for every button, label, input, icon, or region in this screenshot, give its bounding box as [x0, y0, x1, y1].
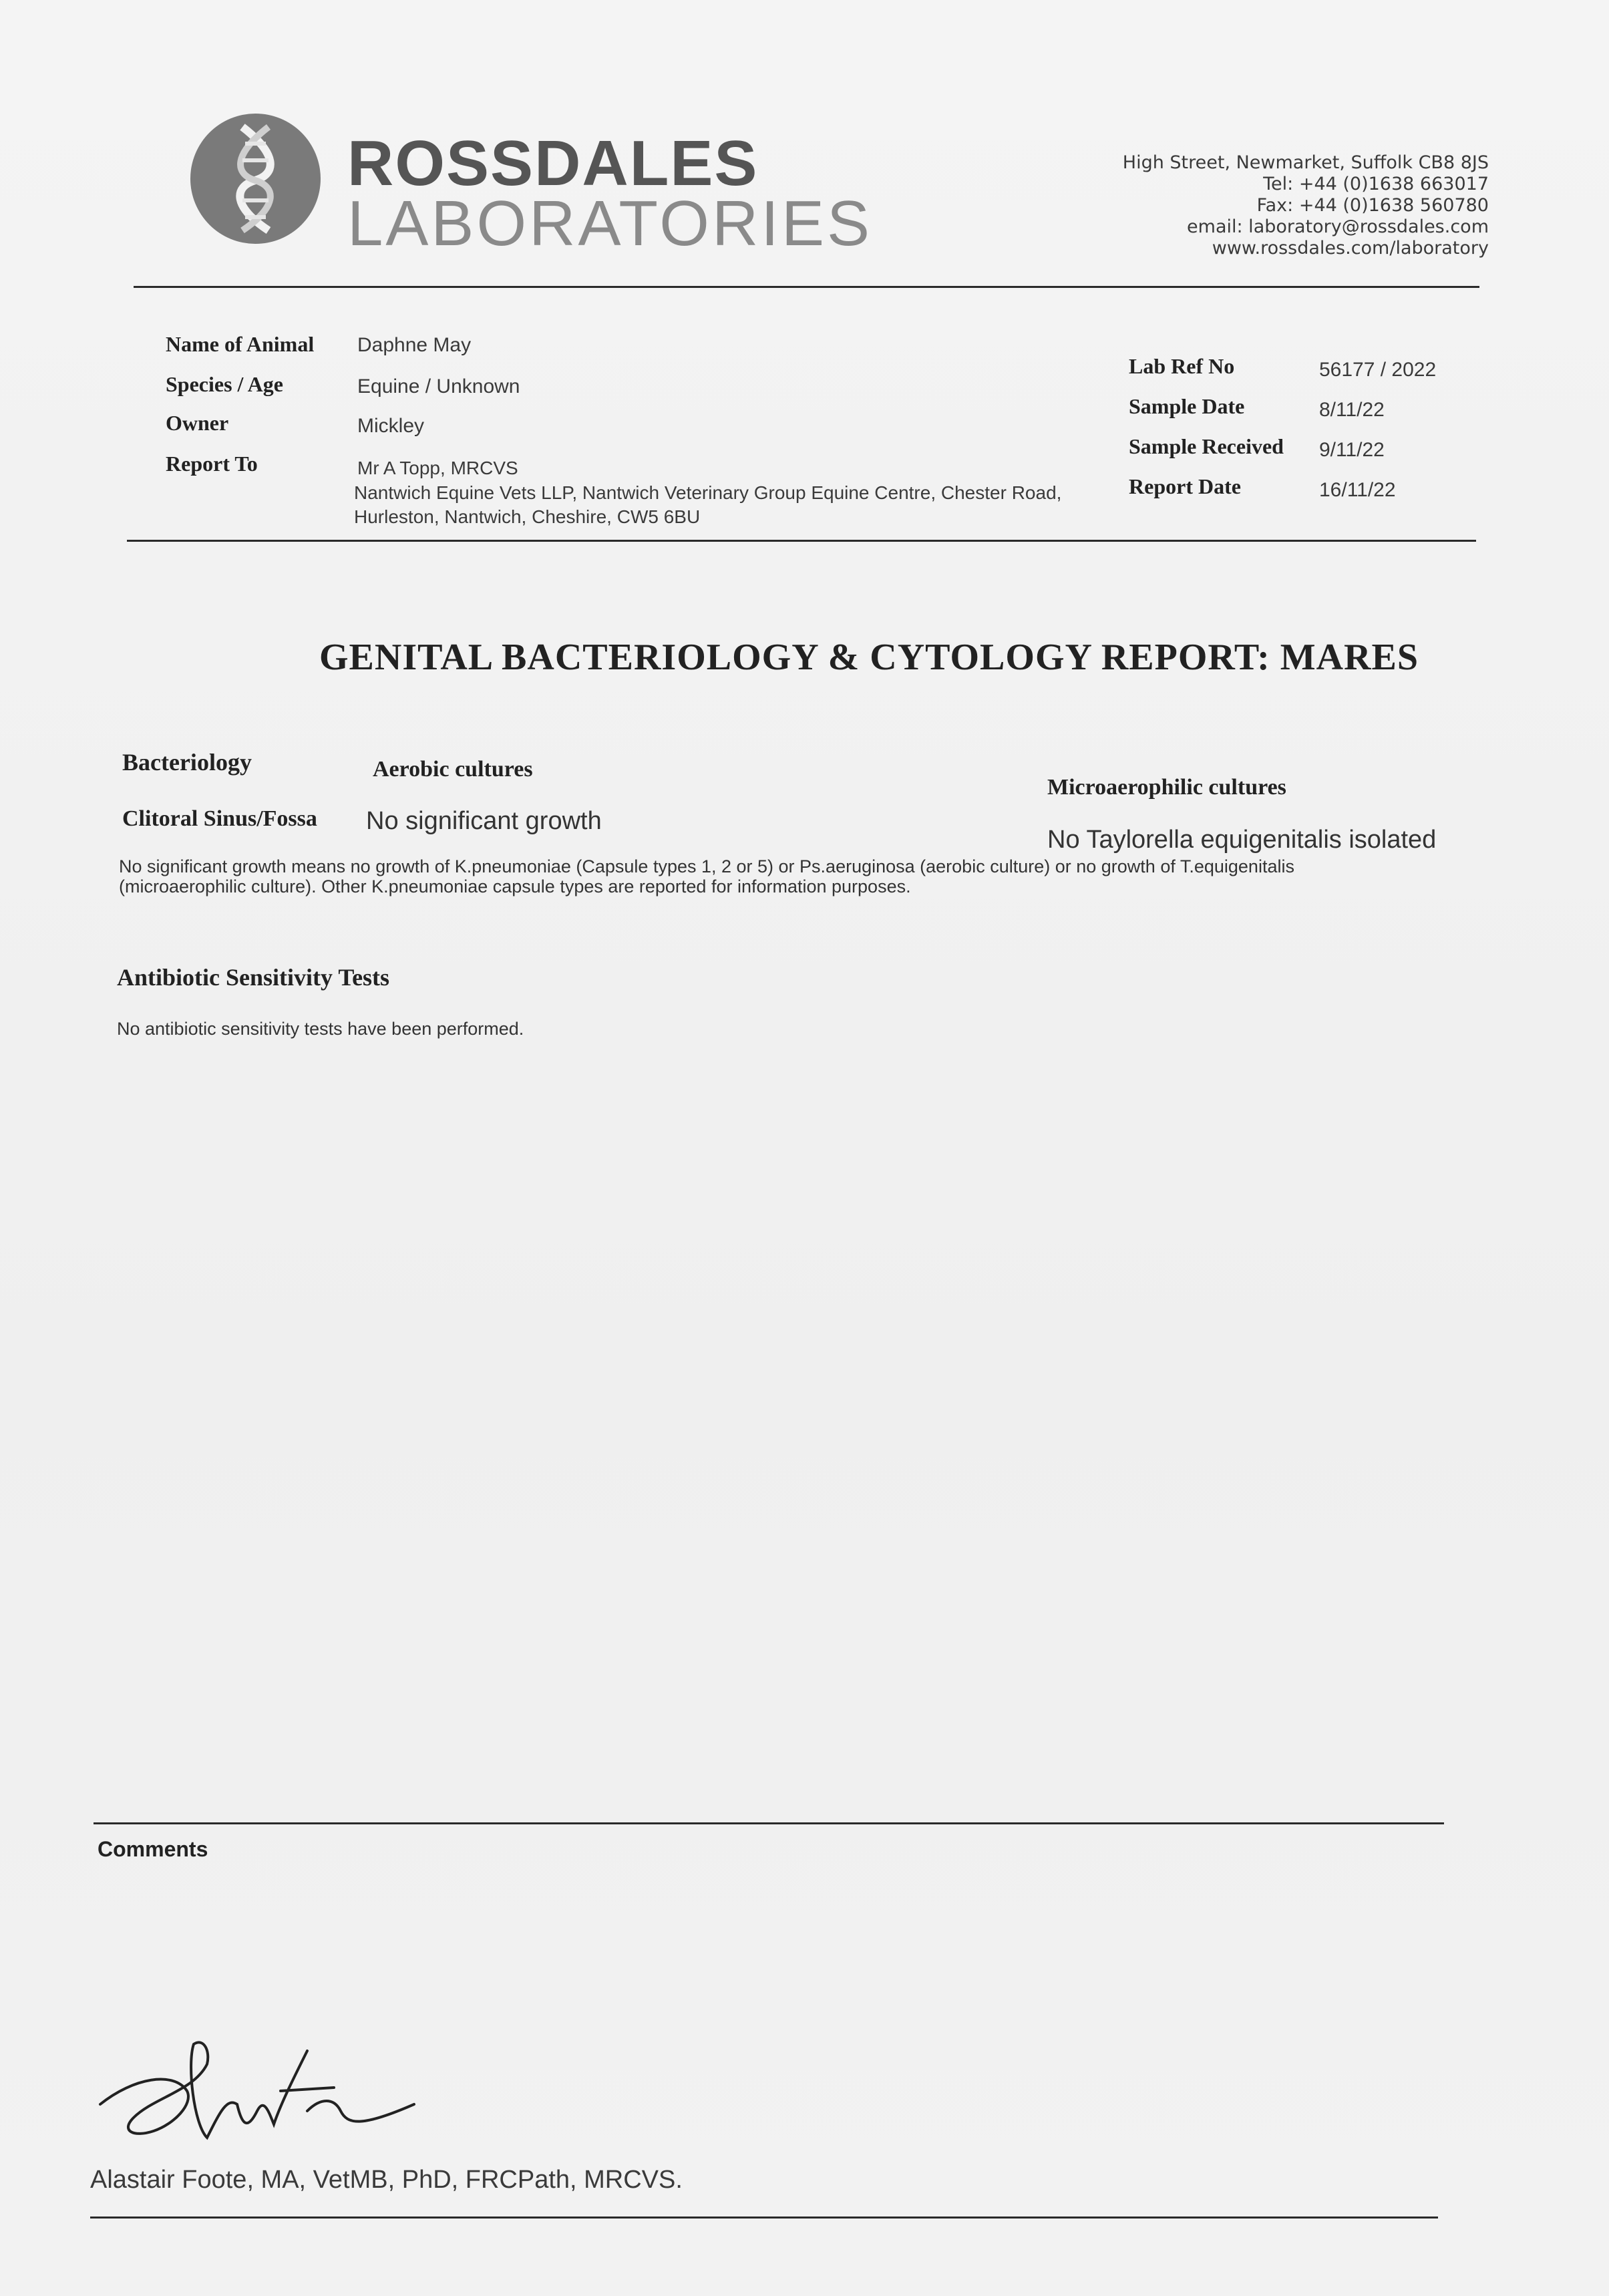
bacteriology-note — [119, 856, 1475, 896]
lab-ref-label: Lab Ref No — [1129, 354, 1235, 378]
sample-date-label: Sample Date — [1129, 394, 1245, 418]
antibiotic-text: No antibiotic sensitivity tests have been performed. — [117, 1019, 524, 1039]
owner-label: Owner — [166, 411, 229, 435]
info-divider — [127, 540, 1476, 542]
microaerophilic-result: No Taylorella equigenitalis isolated — [1047, 826, 1437, 854]
note-line-1: No significant growth means no growth of K.pneumoniae (Capsule types 1, 2 or 5) or Ps.aeruginosa (aerobic culture) or no growth of T.equigenitalis — [119, 856, 1294, 876]
dna-helix-icon — [190, 114, 321, 244]
sample-received-value: 9/11/22 — [1319, 439, 1385, 461]
aerobic-cultures-heading: Aerobic cultures — [373, 757, 533, 782]
antibiotic-heading: Antibiotic Sensitivity Tests — [117, 964, 390, 991]
report-date-label: Report Date — [1129, 474, 1241, 498]
site-label: Clitoral Sinus/Fossa — [122, 806, 317, 831]
name-of-animal-label: Name of Animal — [166, 332, 315, 356]
sample-received-label: Sample Received — [1129, 434, 1284, 458]
owner-value: Mickley — [357, 415, 425, 437]
contact-tel: Tel: +44 (0)1638 663017 — [1263, 174, 1489, 194]
species-age-value: Equine / Unknown — [357, 375, 520, 397]
contact-fax: Fax: +44 (0)1638 560780 — [1256, 195, 1489, 216]
report-title: GENITAL BACTERIOLOGY & CYTOLOGY REPORT: MARES — [319, 637, 1419, 678]
species-age-label: Species / Age — [166, 372, 283, 396]
sample-date-value: 8/11/22 — [1319, 399, 1385, 421]
report-to-name: Mr A Topp, MRCVS — [357, 458, 518, 478]
signature-image — [94, 2024, 441, 2158]
contact-email: email: laboratory@rossdales.com — [1187, 216, 1489, 237]
comments-heading: Comments — [98, 1837, 208, 1861]
footer-divider — [90, 2217, 1438, 2219]
note-line-2: (microaerophilic culture). Other K.pneumoniae capsule types are reported for information purposes. — [119, 876, 911, 896]
aerobic-result: No significant growth — [366, 807, 602, 835]
report-to-label: Report To — [166, 452, 258, 476]
brand-subname: LABORATORIES — [347, 188, 872, 259]
name-of-animal-value: Daphne May — [357, 334, 472, 356]
contact-website: www.rossdales.com/laboratory — [1212, 238, 1489, 259]
contact-address: High Street, Newmarket, Suffolk CB8 8JS — [1122, 152, 1489, 173]
signatory-name: Alastair Foote, MA, VetMB, PhD, FRCPath, MRCVS. — [90, 2166, 683, 2194]
lab-ref-value: 56177 / 2022 — [1319, 359, 1437, 381]
report-to-practice: Nantwich Equine Vets LLP, Nantwich Veterinary Group Equine Centre, Chester Road, — [354, 482, 1062, 503]
header-divider — [134, 286, 1479, 288]
bacteriology-heading: Bacteriology — [122, 749, 252, 776]
comments-divider — [94, 1822, 1444, 1824]
report-date-value: 16/11/22 — [1319, 479, 1396, 501]
contact-block — [1123, 152, 1489, 259]
brand-name: ROSSDALES — [347, 128, 759, 199]
report-to-address: Hurleston, Nantwich, Cheshire, CW5 6BU — [354, 506, 701, 527]
microaerophilic-cultures-heading: Microaerophilic cultures — [1047, 775, 1286, 800]
